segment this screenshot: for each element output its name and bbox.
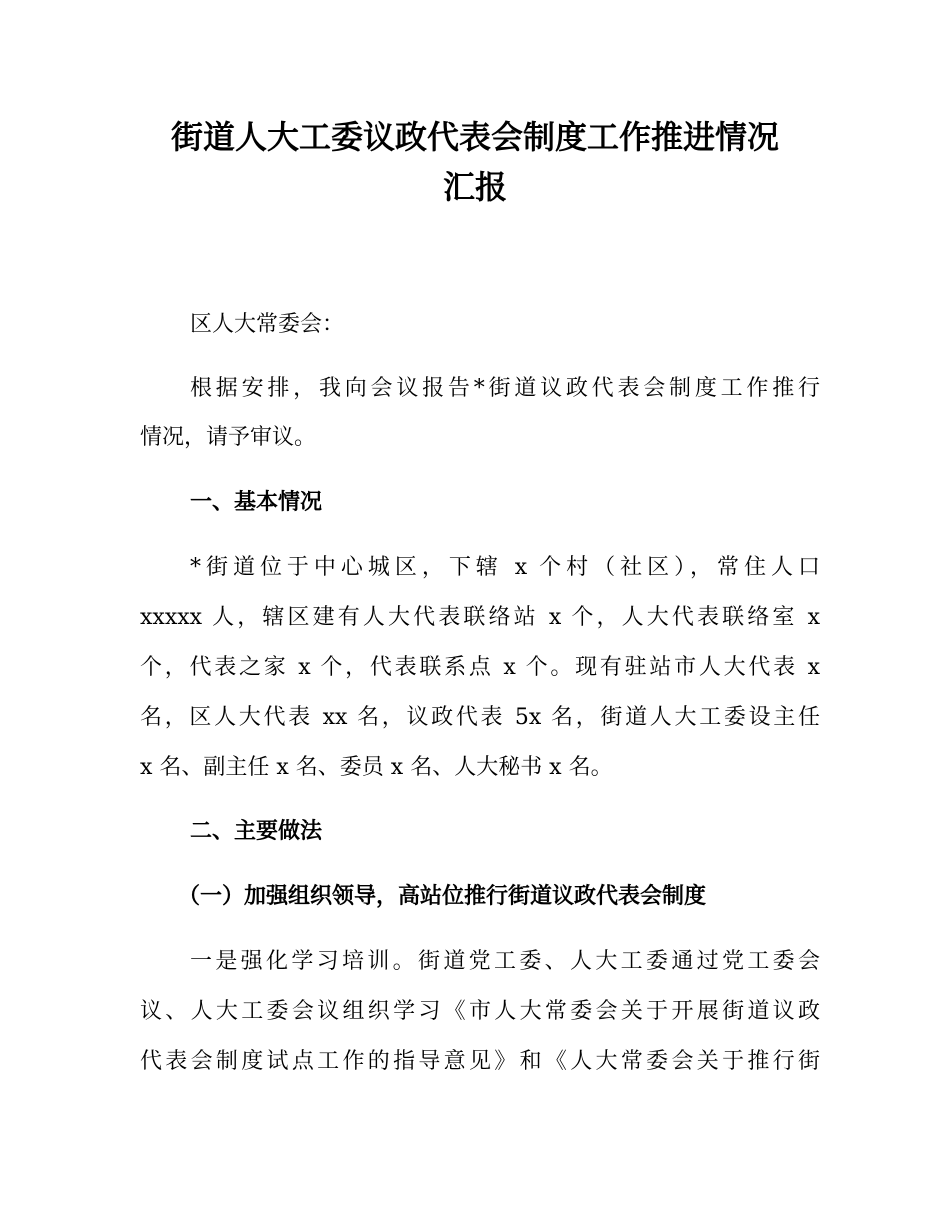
title-line-1: 街道人大工委议政代表会制度工作推进情况: [170, 118, 779, 156]
subsection1-line-2: 议、人大工委会议组织学习《市人大常委会关于开展街道议政: [140, 999, 820, 1024]
section1-line-5: x 名、副主任 x 名、委员 x 名、人大秘书 x 名。: [140, 755, 613, 780]
section1-line-4: 名，区人大代表 xx 名，议政代表 5x 名，街道人大工委设主任: [140, 705, 820, 730]
subsection1-line-3: 代表会制度试点工作的指导意见》和《人大常委会关于推行街: [140, 1049, 820, 1074]
intro-line-1: 根据安排，我向会议报告*街道议政代表会制度工作推行: [190, 376, 820, 401]
intro-line-2: 情况，请予审议。: [140, 425, 317, 450]
section1-line-2: xxxxx 人，辖区建有人大代表联络站 x 个，人大代表联络室 x: [140, 605, 820, 630]
title-line-2: 汇报: [442, 168, 507, 206]
subsection-heading-1: （一）加强组织领导，高站位推行街道议政代表会制度: [178, 884, 707, 909]
section-heading-basic: 一、基本情况: [190, 490, 323, 515]
section1-line-1: *街道位于中心城区，下辖 x 个村（社区），常住人口: [190, 555, 820, 580]
section-heading-methods: 二、主要做法: [190, 819, 323, 844]
document-title: [140, 112, 810, 212]
section1-line-3: 个，代表之家 x 个，代表联系点 x 个。现有驻站市人大代表 x: [140, 655, 820, 680]
salutation: 区人大常委会：: [190, 312, 345, 337]
subsection1-line-1: 一是强化学习培训。街道党工委、人大工委通过党工委会: [190, 949, 820, 974]
